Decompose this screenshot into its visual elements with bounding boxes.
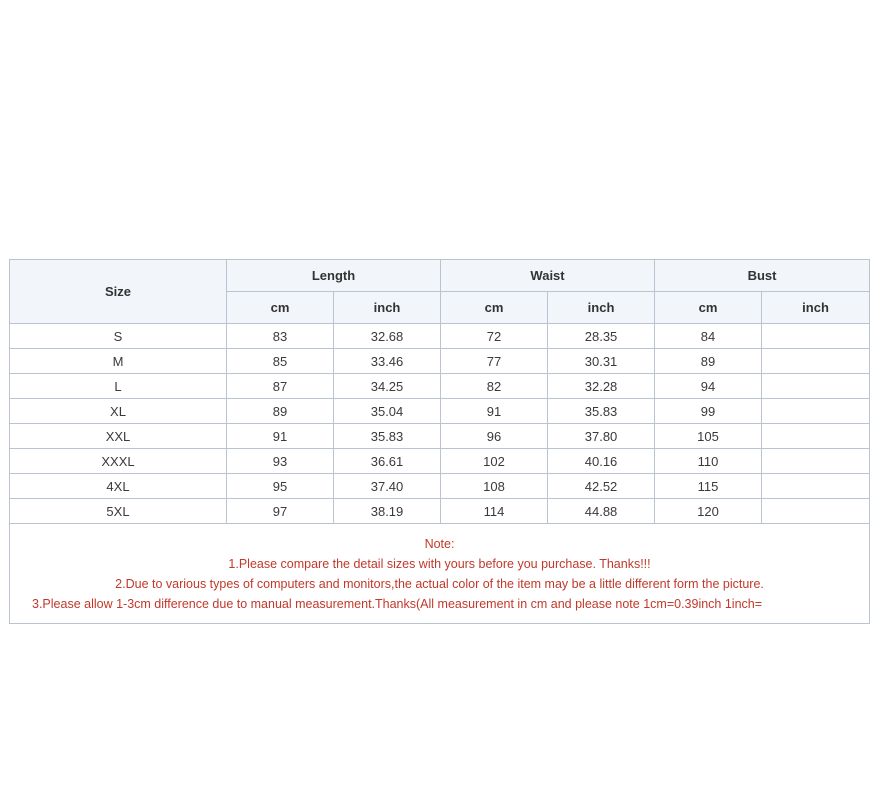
bust-inch-cell	[762, 474, 870, 499]
size-cell: XL	[10, 399, 227, 424]
bust-inch-cell	[762, 424, 870, 449]
size-cell: XXL	[10, 424, 227, 449]
bust-inch-cell	[762, 499, 870, 524]
waist-cm-cell: 72	[441, 324, 548, 349]
length-cm-cell: 93	[227, 449, 334, 474]
bust-inch-cell	[762, 349, 870, 374]
waist-cm-cell: 82	[441, 374, 548, 399]
bust-cm-header: cm	[655, 292, 762, 324]
waist-cm-cell: 91	[441, 399, 548, 424]
length-inch-cell: 35.04	[334, 399, 441, 424]
bust-cm-cell: 84	[655, 324, 762, 349]
table-row	[10, 324, 870, 349]
bust-header: Bust	[655, 260, 870, 292]
waist-header: Waist	[441, 260, 655, 292]
length-cm-header: cm	[227, 292, 334, 324]
bust-inch-header: inch	[762, 292, 870, 324]
waist-inch-cell: 28.35	[548, 324, 655, 349]
waist-cm-cell: 96	[441, 424, 548, 449]
size-header: Size	[10, 260, 227, 324]
table-row	[10, 499, 870, 524]
table-row	[10, 374, 870, 399]
length-cm-cell: 95	[227, 474, 334, 499]
size-rows	[10, 324, 870, 524]
waist-inch-cell: 37.80	[548, 424, 655, 449]
waist-inch-cell: 35.83	[548, 399, 655, 424]
length-inch-cell: 36.61	[334, 449, 441, 474]
waist-cm-cell: 77	[441, 349, 548, 374]
length-cm-cell: 83	[227, 324, 334, 349]
waist-inch-cell: 42.52	[548, 474, 655, 499]
note-title: Note:	[424, 536, 455, 551]
length-cm-cell: 87	[227, 374, 334, 399]
note-line-2: 2.Due to various types of computers and monitors,the actual color of the item may be a little different form the picture.	[115, 576, 764, 591]
size-cell: 5XL	[10, 499, 227, 524]
waist-inch-cell: 40.16	[548, 449, 655, 474]
waist-inch-header: inch	[548, 292, 655, 324]
length-inch-header: inch	[334, 292, 441, 324]
table-row	[10, 449, 870, 474]
notes-row	[10, 524, 870, 624]
length-cm-cell: 97	[227, 499, 334, 524]
table-row	[10, 474, 870, 499]
bust-cm-cell: 105	[655, 424, 762, 449]
length-inch-cell: 34.25	[334, 374, 441, 399]
bust-cm-cell: 115	[655, 474, 762, 499]
waist-cm-cell: 108	[441, 474, 548, 499]
bust-inch-cell	[762, 324, 870, 349]
waist-cm-cell: 114	[441, 499, 548, 524]
size-cell: S	[10, 324, 227, 349]
waist-cm-header: cm	[441, 292, 548, 324]
header-row-groups	[10, 260, 870, 292]
length-inch-cell: 33.46	[334, 349, 441, 374]
table-row	[10, 349, 870, 374]
size-table	[9, 259, 870, 624]
size-chart	[9, 259, 829, 621]
bust-cm-cell: 110	[655, 449, 762, 474]
table-row	[10, 424, 870, 449]
length-cm-cell: 91	[227, 424, 334, 449]
waist-inch-cell: 30.31	[548, 349, 655, 374]
note-line-1: 1.Please compare the detail sizes with yours before you purchase. Thanks!!!	[228, 556, 651, 571]
waist-inch-cell: 44.88	[548, 499, 655, 524]
size-cell: 4XL	[10, 474, 227, 499]
table-row	[10, 399, 870, 424]
size-cell: L	[10, 374, 227, 399]
bust-inch-cell	[762, 399, 870, 424]
waist-inch-cell: 32.28	[548, 374, 655, 399]
length-inch-cell: 35.83	[334, 424, 441, 449]
bust-cm-cell: 94	[655, 374, 762, 399]
note-line-3: 3.Please allow 1-3cm difference due to manual measurement.Thanks(All measurement in cm and please note 1cm=0.39inch 1inch=	[32, 596, 763, 611]
bust-inch-cell	[762, 374, 870, 399]
notes-block	[10, 524, 870, 624]
bust-cm-cell: 99	[655, 399, 762, 424]
length-header: Length	[227, 260, 441, 292]
length-inch-cell: 32.68	[334, 324, 441, 349]
length-cm-cell: 85	[227, 349, 334, 374]
length-cm-cell: 89	[227, 399, 334, 424]
waist-cm-cell: 102	[441, 449, 548, 474]
bust-cm-cell: 120	[655, 499, 762, 524]
length-inch-cell: 38.19	[334, 499, 441, 524]
length-inch-cell: 37.40	[334, 474, 441, 499]
size-cell: M	[10, 349, 227, 374]
bust-cm-cell: 89	[655, 349, 762, 374]
bust-inch-cell	[762, 449, 870, 474]
size-cell: XXXL	[10, 449, 227, 474]
